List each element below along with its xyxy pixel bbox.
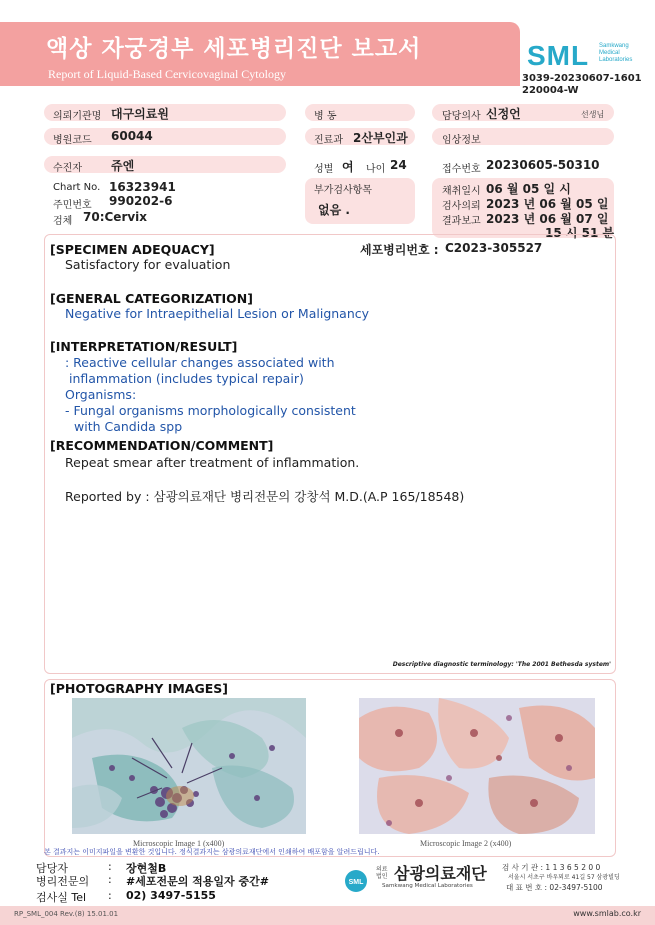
request-label: 검사의뢰 [442,201,481,212]
logo-text: SML [527,40,590,71]
adequacy-text: Satisfactory for evaluation [65,257,231,272]
recommendation-text: Repeat smear after treatment of inflammation. [65,455,360,470]
cyto-number: C2023-305527 [445,241,543,255]
manager-value: 장현철B [126,862,167,875]
result-label: 결과보고 [442,216,481,227]
microscopic-image-2 [359,698,595,834]
extra-tests-value: 없음 . [318,203,350,217]
hospital-code-value: 60044 [111,129,153,143]
adequacy-heading: [SPECIMEN ADEQUACY] [50,242,215,257]
sex-value: 여 [342,160,354,174]
image-2-caption: Microscopic Image 2 (x400) [420,839,512,848]
interpretation-line: with Candida spp [74,419,183,434]
collect-label: 채취일시 [442,186,481,197]
reported-by: Reported by : 삼광의료재단 병리전문의 강창석 M.D.(A.P 165/18548) [65,489,465,504]
colon: : [108,889,112,902]
ward-label: 병 동 [314,111,337,122]
bethesda-footnote: Descriptive diagnostic terminology: 'The 2001 Bethesda system' [392,661,611,668]
colon: : [108,873,112,886]
image-1-caption: Microscopic Image 1 (x400) [133,839,225,848]
receipt-label: 접수번호 [442,164,481,175]
report-id: 3039-20230607-1601 220004-W [522,73,642,96]
age-value: 24 [390,158,407,172]
interpretation-line: Organisms: [65,387,137,402]
hospital-code-label: 병원코드 [53,135,92,146]
doctor-suffix: 선생님 [581,110,605,119]
rep-phone: 대 표 번 호 : 02-3497-5100 [506,883,603,892]
svg-text:SML: SML [348,879,364,886]
patient-value: 쥬엔 [111,159,135,173]
institution-label: 의뢰기관명 [53,111,102,122]
collect-value: 06 월 05 일 시 [486,182,571,196]
doctor-label: 담당의사 [442,111,481,122]
microscopic-image-2-graphic [359,698,595,834]
dept-value: 2산부인과 [353,131,408,145]
lab-number: 검 사 기 관 : 1 1 3 6 5 2 0 0 [502,863,601,872]
address: 서울시 서초구 바우뫼로 41길 57 삼광빌딩 [508,874,620,881]
result-value: 2023 년 06 월 07 일 [486,212,609,226]
colon: : [108,860,112,873]
microscopic-image-1-graphic [72,698,306,834]
recommendation-heading: [RECOMMENDATION/COMMENT] [50,438,274,453]
specimen-label: 검체 [53,216,73,227]
manager-label: 담당자 [36,862,68,875]
result-time: 15 시 51 분 [545,226,615,240]
request-value: 2023 년 06 월 05 일 [486,197,609,211]
patient-label: 수진자 [53,163,82,174]
logo-subtext: Samkwang Medical Laboratories [599,43,633,63]
photo-heading: [PHOTOGRAPHY IMAGES] [50,681,228,696]
report-title: 액상 자궁경부 세포병리진단 보고서 [46,36,422,62]
org-type: 의료 법인 [376,866,388,880]
extra-tests-label: 부가검사항목 [314,185,372,196]
specialist-label: 병리전문의 [36,875,90,888]
receipt-value: 20230605-50310 [486,158,600,172]
clinical-label: 임상정보 [442,135,481,146]
doctor-value: 신정언 [486,107,521,121]
cyto-number-label: 세포병리번호 : [360,243,439,257]
age-label: 나이 [366,164,386,175]
org-name: 삼광의료재단 [394,864,487,883]
institution-value: 대구의료원 [111,107,169,121]
sml-logo [527,40,647,72]
chart-value: 16323941 [109,180,176,194]
conversion-notice: 본 결과지는 이미지파일을 변환한 것입니다. 정식결과지는 삼광의료재단에서 인쇄하여 배포함을 알려드립니다. [44,848,380,856]
interpretation-line: inflammation (includes typical repair) [69,371,304,386]
category-text: Negative for Intraepithelial Lesion or Malignancy [65,306,370,321]
interpretation-heading: [INTERPRETATION/RESULT] [50,339,238,354]
specimen-value: 70:Cervix [83,210,148,224]
specialist-value: #세포전문의 적용일자 중간# [126,875,269,888]
chart-label: Chart No. [53,182,101,193]
category-heading: [GENERAL CATEGORIZATION] [50,291,253,306]
sex-label: 성별 [314,164,334,175]
resident-value: 990202-6 [109,194,173,208]
microscopic-image-1 [72,698,306,834]
interpretation-line: : Reactive cellular changes associated with [65,355,335,370]
org-name-en: Samkwang Medical Laboratories [382,883,473,889]
samkwang-logo-icon [344,869,372,893]
interpretation-line: - Fungal organisms morphologically consistent [65,403,356,418]
report-subtitle: Report of Liquid-Based Cervicovaginal Cytology [48,67,286,81]
dept-label: 진료과 [314,135,343,146]
tel-label: 검사실 Tel [36,891,87,904]
resident-label: 주민번호 [53,200,92,211]
tel-value: 02) 3497-5155 [126,889,216,902]
website-link[interactable]: www.smlab.co.kr [573,909,641,918]
samkwang-emblem-icon [344,869,372,893]
form-code: RP_SML_004 Rev.(8) 15.01.01 [14,910,119,918]
